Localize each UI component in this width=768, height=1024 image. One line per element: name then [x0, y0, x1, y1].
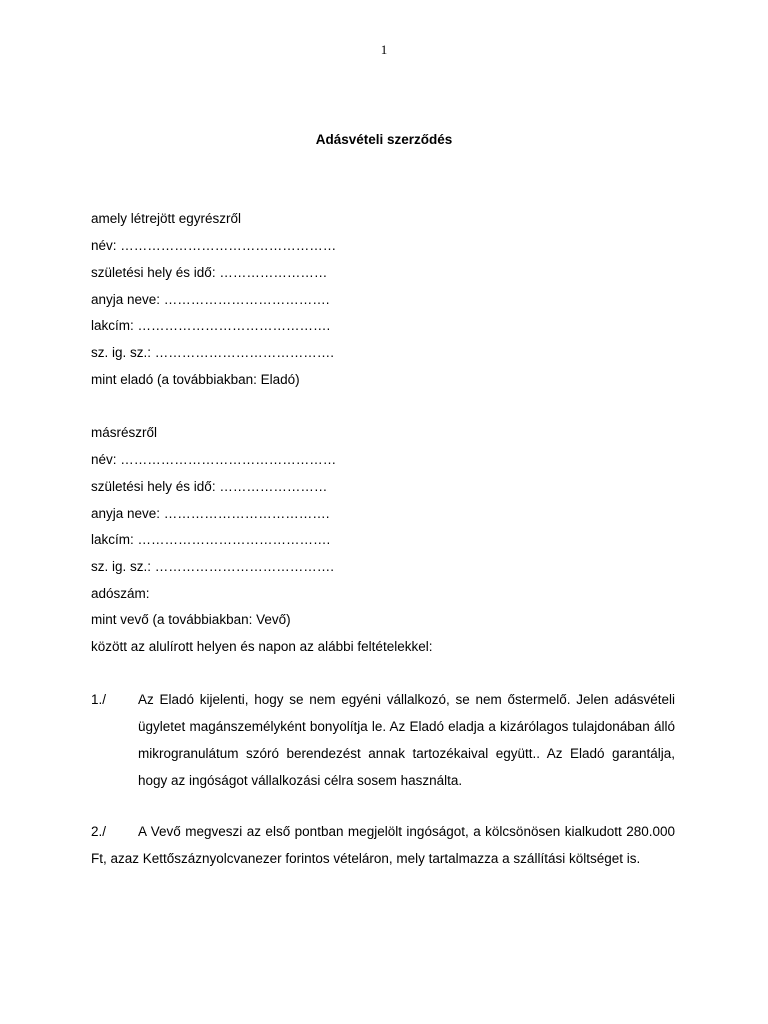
seller-role: mint eladó (a továbbiakban: Eladó): [91, 372, 300, 387]
seller-name-field: név: …………………………………………: [91, 238, 337, 253]
buyer-tax-field: adószám:: [91, 586, 150, 601]
seller-birth-field: születési hely és idő: ……………………: [91, 265, 328, 280]
buyer-name-field: név: …………………………………………: [91, 452, 337, 467]
buyer-address-field: lakcím: …………………………………….: [91, 532, 331, 547]
seller-address-field: lakcím: …………………………………….: [91, 318, 331, 333]
section-1-number: 1./: [91, 692, 107, 707]
seller-intro: amely létrejött egyrészről: [91, 211, 242, 226]
section-1-text: Az Eladó kijelenti, hogy se nem egyéni vállalkozó, se nem őstermelő. Jelen adásvételi ügyletet magánszemélyként bonyolítja le. Az Eladó eladja a kizárólagos tulajdonában álló mikrogranulátum szóró berendezést annak tartozékaival együtt.. Az Eladó garantálja, hogy az ingóságot vállalkozási célra sosem használta.: [138, 692, 675, 788]
buyer-intro: másrészről: [91, 425, 158, 440]
buyer-birth-field: születési hely és idő: ……………………: [91, 479, 328, 494]
buyer-id-field: sz. ig. sz.: ………………………………….: [91, 559, 335, 574]
seller-id-field: sz. ig. sz.: ………………………………….: [91, 345, 335, 360]
seller-mother-field: anyja neve: ……………………………….: [91, 292, 330, 307]
buyer-mother-field: anyja neve: ……………………………….: [91, 506, 330, 521]
section-2-text: A Vevő megveszi az első pontban megjelölt ingóságot, a kölcsönösen kialkudott 280.000 Ft, azaz Kettőszáznyolcvanezer forintos vételáron, mely tartalmazza a szállítási költséget is.: [91, 824, 675, 866]
between-clause: között az alulírott helyen és napon az alábbi feltételekkel:: [91, 639, 433, 654]
document-title: Adásvételi szerződés: [315, 132, 453, 147]
buyer-role: mint vevő (a továbbiakban: Vevő): [91, 612, 291, 627]
section-2-number: 2./: [91, 824, 107, 839]
page-number: 1: [380, 42, 388, 57]
